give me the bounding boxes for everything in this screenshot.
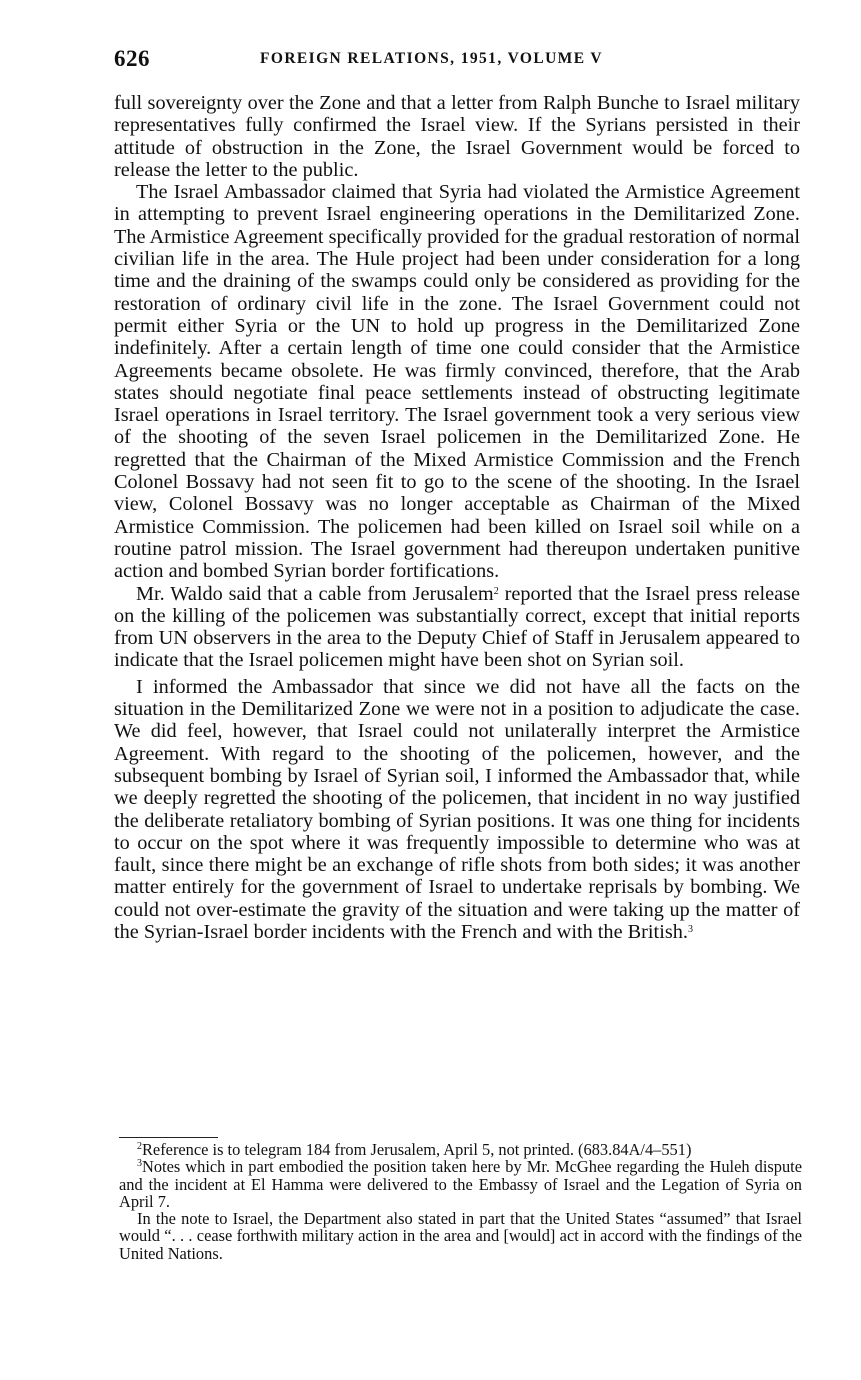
- footnote: [119, 1158, 802, 1210]
- page-number: 626: [114, 46, 150, 71]
- footnote-marker: 2: [137, 1141, 142, 1152]
- paragraph-text: I informed the Ambassador that since we did not have all the facts on the situation in the Demilitarized Zone we were not in a position to adjudicate the case. We did feel, however, that Israel could not unilaterally interpret the Armistice Agreement. With regard to the shooting of the policemen, however, and the subsequent bombing by Israel of Syrian soil, I informed the Ambassador that, while we deeply regretted the shooting of the policemen, that incident in no way justified the deliberate retaliatory bombing of Syrian positions. It was one thing for incidents to occur on the spot where it was frequently impossible to determine who was at fault, since there might be an exchange of rifle shots from both sides; it was another matter entirely for the government of Israel to undertake reprisals by bombing. We could not over-estimate the gravity of the situation and were taking up the matter of the Syrian-Israel border incidents with the French and with the British.: [114, 675, 800, 943]
- footnote-text: Reference is to telegram 184 from Jerusalem, April 5, not printed. (683.84A/4–551): [142, 1140, 692, 1159]
- paragraph: The Israel Ambassador claimed that Syria had violated the Armistice Agreement in attempting to prevent Israel engineering operations in the Demilitarized Zone. The Armistice Agreement specifically provided for the gradual restoration of normal civilian life in the area. The Hule project had been under consideration for a long time and the draining of the swamps could only be considered as providing for the restoration of ordinary civil life in the zone. The Israel Government could not permit either Syria or the UN to hold up progress in the Demilitarized Zone indefinitely. After a certain length of time one could consider that the Armistice Agreements became obsolete. He was firmly convinced, therefore, that the Arab states should negotiate final peace settlements instead of obstructing legitimate Israel operations in Israel territory. The Israel government took a very serious view of the shooting of the seven Israel policemen in the Demilitarized Zone. He regretted that the Chairman of the Mixed Armistice Commission and the French Colonel Bossavy had not seen fit to go to the scene of the shooting. In the Israel view, Colonel Bossavy was no longer acceptable as Chairman of the Mixed Armistice Commission. The policemen had been killed on Israel soil while on a routine patrol mission. The Israel government had thereupon undertaken punitive action and bombed Syrian border fortifications.: [114, 181, 800, 583]
- paragraph-text: Mr. Waldo said that a cable from Jerusalem: [136, 582, 494, 605]
- footnote-text: Notes which in part embodied the position taken here by Mr. McGhee regarding the Huleh dispute and the incident at El Hamma were delivered to the Embassy of Israel and the Legation of Syria on April 7.: [119, 1157, 802, 1211]
- footnote-reference: 3: [687, 923, 693, 935]
- footnotes: [119, 1141, 802, 1262]
- footnote-reference: 2: [493, 585, 499, 597]
- footnote-text: In the note to Israel, the Department also stated in part that the United States “assumed” that Israel would “. . . cease forthwith military action in the area and [would] act in accord with the findings of the United Nations.: [119, 1209, 802, 1263]
- running-head: [114, 46, 800, 76]
- footnote-marker: 3: [137, 1158, 142, 1170]
- footnote: [119, 1210, 802, 1262]
- main-text: [114, 92, 800, 943]
- paragraph: full sovereignty over the Zone and that a letter from Ralph Bunche to Israel military representatives fully confirmed the Israel view. If the Syrians persisted in their attitude of obstruction in the Zone, the Israel Government would be forced to release the letter to the public.: [114, 92, 800, 181]
- paragraph-text: reported that the Israel press release on the killing of the policemen was substantially correct, except that initial reports from UN observers in the area to the Deputy Chief of Staff in Jerusalem appeared to indicate that the Israel policemen might have been shot on Syrian soil.: [114, 582, 801, 672]
- running-head-title: FOREIGN RELATIONS, 1951, VOLUME V: [260, 50, 604, 67]
- footnote: [119, 1141, 802, 1158]
- footnote-divider: [119, 1137, 218, 1138]
- paragraph: [114, 676, 800, 944]
- paragraph: [114, 583, 800, 672]
